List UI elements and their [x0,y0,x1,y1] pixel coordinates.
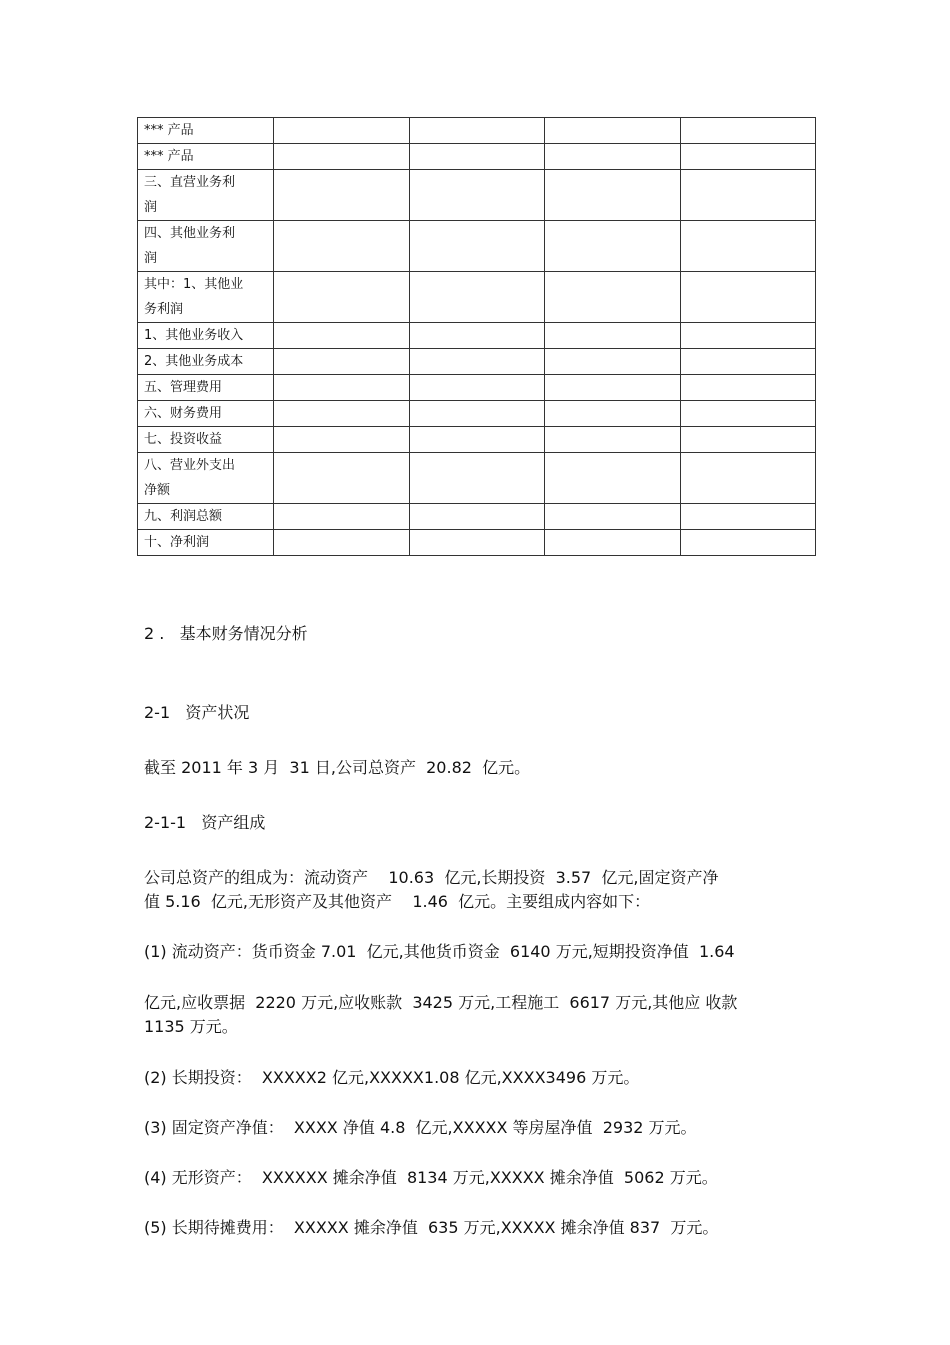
table-cell [409,504,545,530]
table-cell [680,272,816,323]
table-cell [409,530,545,556]
table-cell [545,272,681,323]
table-cell [680,221,816,272]
row-label: 六、财务费用 [138,401,274,427]
table-cell [409,453,545,504]
table-cell [680,401,816,427]
table-row [138,323,816,349]
table-cell [545,170,681,221]
table-cell [545,401,681,427]
row-label: 五、管理费用 [138,375,274,401]
row-label: 其中：1、其他业 务利润 [138,272,274,323]
row-label: 四、其他业务利 润 [138,221,274,272]
table-cell [274,530,410,556]
table-cell [409,170,545,221]
table-cell [545,323,681,349]
table-cell [409,427,545,453]
table-cell [409,375,545,401]
table-cell [545,504,681,530]
table-cell [680,375,816,401]
item-current-assets-line2: 亿元,应收票据 2220 万元,应收账款 3425 万元,工程施工 6617 万元,其他应 收款 1135 万元。 [144,993,738,1036]
table-cell [409,144,545,170]
row-label: 1、其他业务收入 [138,323,274,349]
assets-heading: 2-1 资产状况 [144,703,250,722]
row-label: 三、直营业务利 润 [138,170,274,221]
table-cell [680,170,816,221]
table-cell [409,323,545,349]
composition-text: 公司总资产的组成为：流动资产 10.63 亿元,长期投资 3.57 亿元,固定资产净 值 5.16 亿元,无形资产及其他资产 1.46 亿元。主要组成内容如下： [144,868,719,911]
table-cell [274,144,410,170]
table-cell [545,453,681,504]
table-cell [274,221,410,272]
table-row [138,118,816,144]
table-cell [274,170,410,221]
table-cell [409,349,545,375]
table-cell [274,272,410,323]
table-cell [274,323,410,349]
composition-heading: 2-1-1 资产组成 [144,813,266,832]
table-cell [409,221,545,272]
row-label: 七、投资收益 [138,427,274,453]
profit-table [137,117,816,556]
row-label: *** 产品 [138,144,274,170]
item-intangible-assets: (4) 无形资产： XXXXXX 摊余净值 8134 万元,XXXXX 摊余净值 5062 万元。 [144,1168,718,1187]
profit-table-body [138,118,816,556]
table-row [138,375,816,401]
table-cell [409,401,545,427]
table-cell [680,453,816,504]
table-cell [274,375,410,401]
table-row [138,221,816,272]
row-label: 十、净利润 [138,530,274,556]
table-cell [680,504,816,530]
table-cell [680,118,816,144]
item-deferred-expenses: (5) 长期待摊费用： XXXXX 摊余净值 635 万元,XXXXX 摊余净值 837 万元。 [144,1218,719,1237]
row-label: 2、其他业务成本 [138,349,274,375]
table-row [138,170,816,221]
item-fixed-assets: (3) 固定资产净值： XXXX 净值 4.8 亿元,XXXXX 等房屋净值 2932 万元。 [144,1118,697,1137]
table-row [138,272,816,323]
item-long-term-investment: (2) 长期投资： XXXXX2 亿元,XXXXX1.08 亿元,XXXX3496 万元。 [144,1068,640,1087]
table-cell [274,453,410,504]
table-cell [680,349,816,375]
table-cell [274,427,410,453]
table-cell [409,118,545,144]
table-cell [545,427,681,453]
table-cell [545,349,681,375]
row-label: 九、利润总额 [138,504,274,530]
table-cell [274,349,410,375]
table-cell [545,530,681,556]
table-row [138,349,816,375]
item-current-assets-line1: (1) 流动资产：货币资金 7.01 亿元,其他货币资金 6140 万元,短期投资净值 1.64 [144,942,735,961]
table-cell [274,504,410,530]
table-cell [409,272,545,323]
table-cell [680,144,816,170]
table-row [138,530,816,556]
table-cell [545,144,681,170]
assets-total: 截至 2011 年 3 月 31 日,公司总资产 20.82 亿元。 [144,758,531,777]
row-label: *** 产品 [138,118,274,144]
table-cell [680,427,816,453]
table-cell [274,118,410,144]
table-cell [545,375,681,401]
table-row [138,453,816,504]
section-heading: 2 . 基本财务情况分析 [144,624,308,643]
table-row [138,427,816,453]
table-cell [274,401,410,427]
table-row [138,504,816,530]
table-row [138,401,816,427]
table-cell [545,118,681,144]
row-label: 八、营业外支出 净额 [138,453,274,504]
table-cell [545,221,681,272]
table-cell [680,530,816,556]
table-row [138,144,816,170]
table-cell [680,323,816,349]
